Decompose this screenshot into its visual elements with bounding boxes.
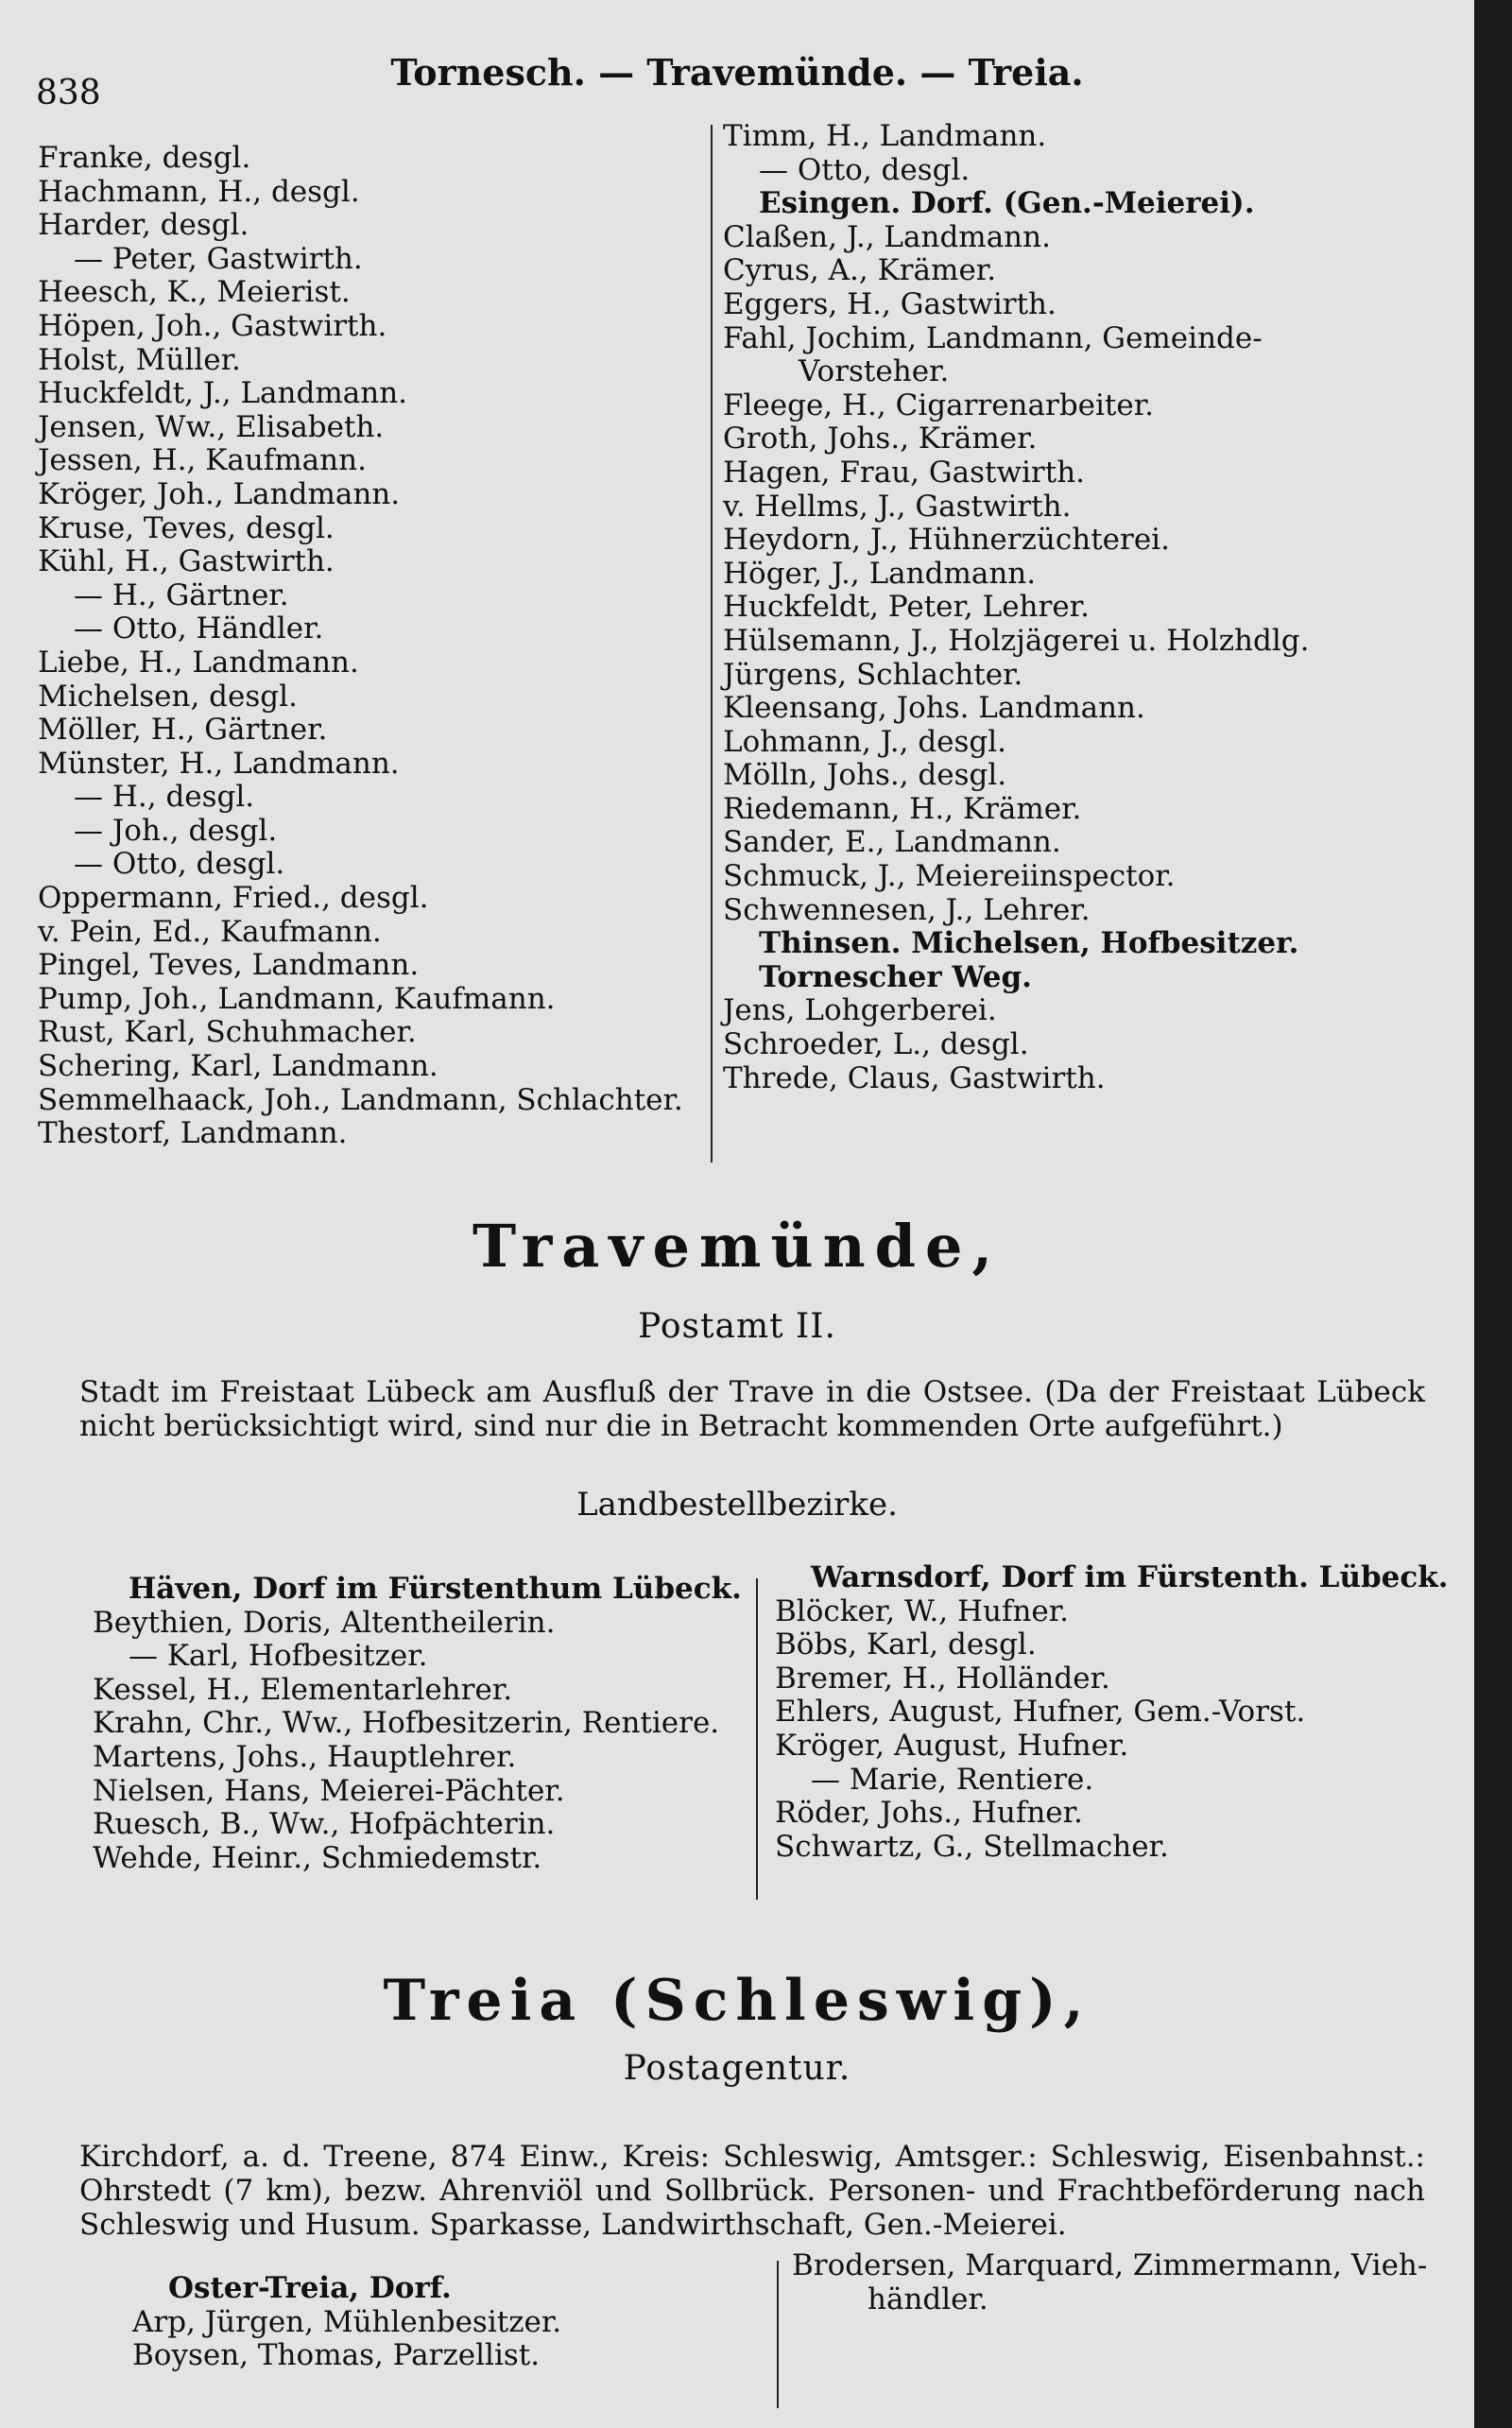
list-item: Röder, Johs., Hufner.	[775, 1796, 1083, 1831]
list-item: Blöcker, W., Hufner.	[775, 1593, 1070, 1628]
running-head: Tornesch. — Travemünde. — Treia.	[390, 51, 1084, 94]
list-item: Schwennesen, J., Lehrer.	[723, 892, 1091, 927]
list-item: Cyrus, A., Krämer.	[723, 253, 997, 288]
list-item: — Peter, Gastwirth.	[74, 241, 363, 276]
list-item: Beythien, Doris, Altentheilerin.	[93, 1605, 556, 1640]
list-item: Jensen, Ww., Elisabeth.	[38, 409, 385, 444]
treia-post-office: Postagentur.	[623, 2049, 851, 2088]
list-item: Groth, Johs., Krämer.	[723, 422, 1038, 456]
list-item: Rust, Karl, Schuhmacher.	[38, 1015, 417, 1050]
list-item: Hagen, Frau, Gastwirth.	[723, 455, 1086, 490]
list-item: Bremer, H., Holländer.	[775, 1661, 1110, 1696]
list-item: Krahn, Chr., Ww., Hofbesitzerin, Rentiere.	[93, 1706, 720, 1741]
list-item: Heydorn, J., Hühnerzüchterei.	[723, 523, 1170, 558]
list-item: Boysen, Thomas, Parzellist.	[132, 2338, 541, 2373]
section-heading-thinsen: Thinsen. Michelsen, Hofbesitzer.	[759, 926, 1299, 961]
list-item: Schering, Karl, Landmann.	[38, 1049, 438, 1084]
section-heading-oster-treia: Oster-Treia, Dorf.	[168, 2271, 452, 2305]
list-item: Fahl, Jochim, Landmann, Gemeinde-	[723, 320, 1263, 355]
list-item: Franke, desgl.	[38, 141, 251, 175]
list-item: Ruesch, B., Ww., Hofpächterin.	[93, 1807, 556, 1842]
list-item: — Marie, Rentiere.	[811, 1762, 1094, 1797]
tornesch-right-column	[723, 120, 1441, 1095]
list-item: — H., desgl.	[74, 780, 255, 815]
list-item: Semmelhaack, Joh., Landmann, Schlachter.	[38, 1082, 683, 1117]
section-heading-tornescher-weg: Tornescher Weg.	[759, 959, 1032, 994]
list-item: Kleensang, Johs. Landmann.	[723, 691, 1145, 726]
list-item: Kessel, H., Elementarlehrer.	[93, 1672, 513, 1707]
list-item: — Otto, Händler.	[74, 611, 324, 646]
list-item: Münster, H., Landmann.	[38, 746, 400, 781]
list-item: Threde, Claus, Gastwirth.	[723, 1060, 1106, 1095]
list-item: Huckfeldt, J., Landmann.	[38, 376, 408, 411]
list-item: Pump, Joh., Landmann, Kaufmann.	[38, 981, 556, 1016]
column-divider	[756, 1578, 758, 1900]
list-item: Thestorf, Landmann.	[38, 1116, 348, 1151]
list-item: Schwartz, G., Stellmacher.	[775, 1829, 1169, 1864]
list-item: Lohmann, J., desgl.	[723, 724, 1007, 759]
list-item: Michelsen, desgl.	[38, 679, 298, 714]
list-item: Böbs, Karl, desgl.	[775, 1627, 1037, 1662]
list-item: Hachmann, H., desgl.	[38, 174, 360, 209]
travemuende-title: Travemünde,	[472, 1212, 1003, 1281]
treia-left-column	[132, 2272, 737, 2373]
list-item: Riedemann, H., Krämer.	[723, 791, 1082, 826]
travemuende-post-office: Postamt II.	[638, 1307, 836, 1346]
list-item: Liebe, H., Landmann.	[38, 645, 359, 680]
list-item: Fleege, H., Cigarrenarbeiter.	[723, 387, 1154, 422]
list-item: — Karl, Hofbesitzer.	[129, 1639, 428, 1674]
list-item: Jürgens, Schlachter.	[723, 657, 1023, 692]
list-item: Holst, Müller.	[38, 342, 241, 377]
column-divider	[777, 2261, 779, 2408]
list-item: Höger, J., Landmann.	[723, 556, 1037, 591]
list-item: Claßen, J., Landmann.	[723, 219, 1051, 254]
page-number: 838	[36, 74, 101, 112]
list-item: Sander, E., Landmann.	[723, 825, 1061, 860]
treia-title: Treia (Schleswig),	[383, 1968, 1091, 2034]
list-item: Möller, H., Gärtner.	[38, 713, 328, 748]
list-item: Oppermann, Fried., desgl.	[38, 881, 429, 916]
list-item: Ehlers, August, Hufner, Gem.-Vorst.	[775, 1695, 1306, 1730]
section-heading-warnsdorf: Warnsdorf, Dorf im Fürstenth. Lübeck.	[811, 1560, 1449, 1594]
list-item: Timm, H., Landmann.	[723, 119, 1047, 153]
list-item: Hülsemann, J., Holzjägerei u. Holzhdlg.	[723, 623, 1310, 658]
list-item: Mölln, Johs., desgl.	[723, 758, 1007, 793]
list-item: v. Pein, Ed., Kaufmann.	[38, 914, 382, 949]
treia-right-column	[792, 2249, 1453, 2316]
list-item: Harder, desgl.	[38, 208, 249, 243]
list-item: Huckfeldt, Peter, Lehrer.	[723, 590, 1090, 625]
list-item: Kühl, H., Gastwirth.	[38, 544, 335, 579]
list-item: — Otto, desgl.	[759, 152, 971, 187]
list-item: händler.	[868, 2282, 988, 2316]
section-heading-esingen: Esingen. Dorf. (Gen.-Meierei).	[759, 186, 1255, 221]
list-item: Kröger, Joh., Landmann.	[38, 476, 401, 511]
list-item: Jens, Lohgerberei.	[723, 993, 997, 1028]
list-item: Kröger, August, Hufner.	[775, 1728, 1129, 1763]
treia-description: Kirchdorf, a. d. Treene, 874 Einw., Kreis: Schleswig, Amtsger.: Schleswig, Eisenbahnst.: Ohrstedt (7 km), bezw. Ahrenviöl und Sollbrück. Personen- und Frachtbeförderung nach Schleswig und Husum. Sparkasse, Landwirthschaft, Gen.-Meierei.	[79, 2140, 1425, 2242]
list-item: Kruse, Teves, desgl.	[38, 510, 335, 545]
list-item: — Joh., desgl.	[74, 813, 278, 848]
list-item: Jessen, H., Kaufmann.	[38, 443, 367, 478]
list-item: Martens, Johs., Hauptlehrer.	[93, 1739, 517, 1774]
list-item: Arp, Jürgen, Mühlenbesitzer.	[132, 2304, 562, 2339]
list-item: Vorsteher.	[799, 354, 950, 389]
section-heading-haeven: Häven, Dorf im Fürstenthum Lübeck.	[129, 1572, 742, 1606]
list-item: Nielsen, Hans, Meierei-Pächter.	[93, 1773, 565, 1808]
list-item: Wehde, Heinr., Schmiedemstr.	[93, 1840, 542, 1875]
list-item: Pingel, Teves, Landmann.	[38, 948, 420, 983]
list-item: v. Hellms, J., Gastwirth.	[723, 489, 1072, 524]
tornesch-left-column	[38, 142, 718, 1151]
travemuende-description: Stadt im Freistaat Lübeck am Ausfluß der Trave in die Ostsee. (Da der Freistaat Lübeck nicht berücksichtigt wird, sind nur die in Betracht kommenden Orte aufgeführt.)	[79, 1375, 1425, 1443]
list-item: Brodersen, Marquard, Zimmermann, Vieh-	[792, 2248, 1428, 2282]
list-item: Schroeder, L., desgl.	[723, 1027, 1029, 1062]
travemuende-left-column	[93, 1572, 742, 1875]
list-item: — H., Gärtner.	[74, 577, 289, 612]
list-item: Heesch, K., Meierist.	[38, 275, 351, 310]
list-item: Höpen, Joh., Gastwirth.	[38, 308, 387, 343]
list-item: Eggers, H., Gastwirth.	[723, 286, 1057, 321]
page-edge	[1474, 0, 1512, 2428]
list-item: — Otto, desgl.	[74, 847, 285, 882]
travemuende-districts-heading: Landbestellbezirke.	[576, 1486, 898, 1524]
list-item: Schmuck, J., Meiereiinspector.	[723, 859, 1176, 894]
travemuende-right-column	[775, 1561, 1474, 1864]
